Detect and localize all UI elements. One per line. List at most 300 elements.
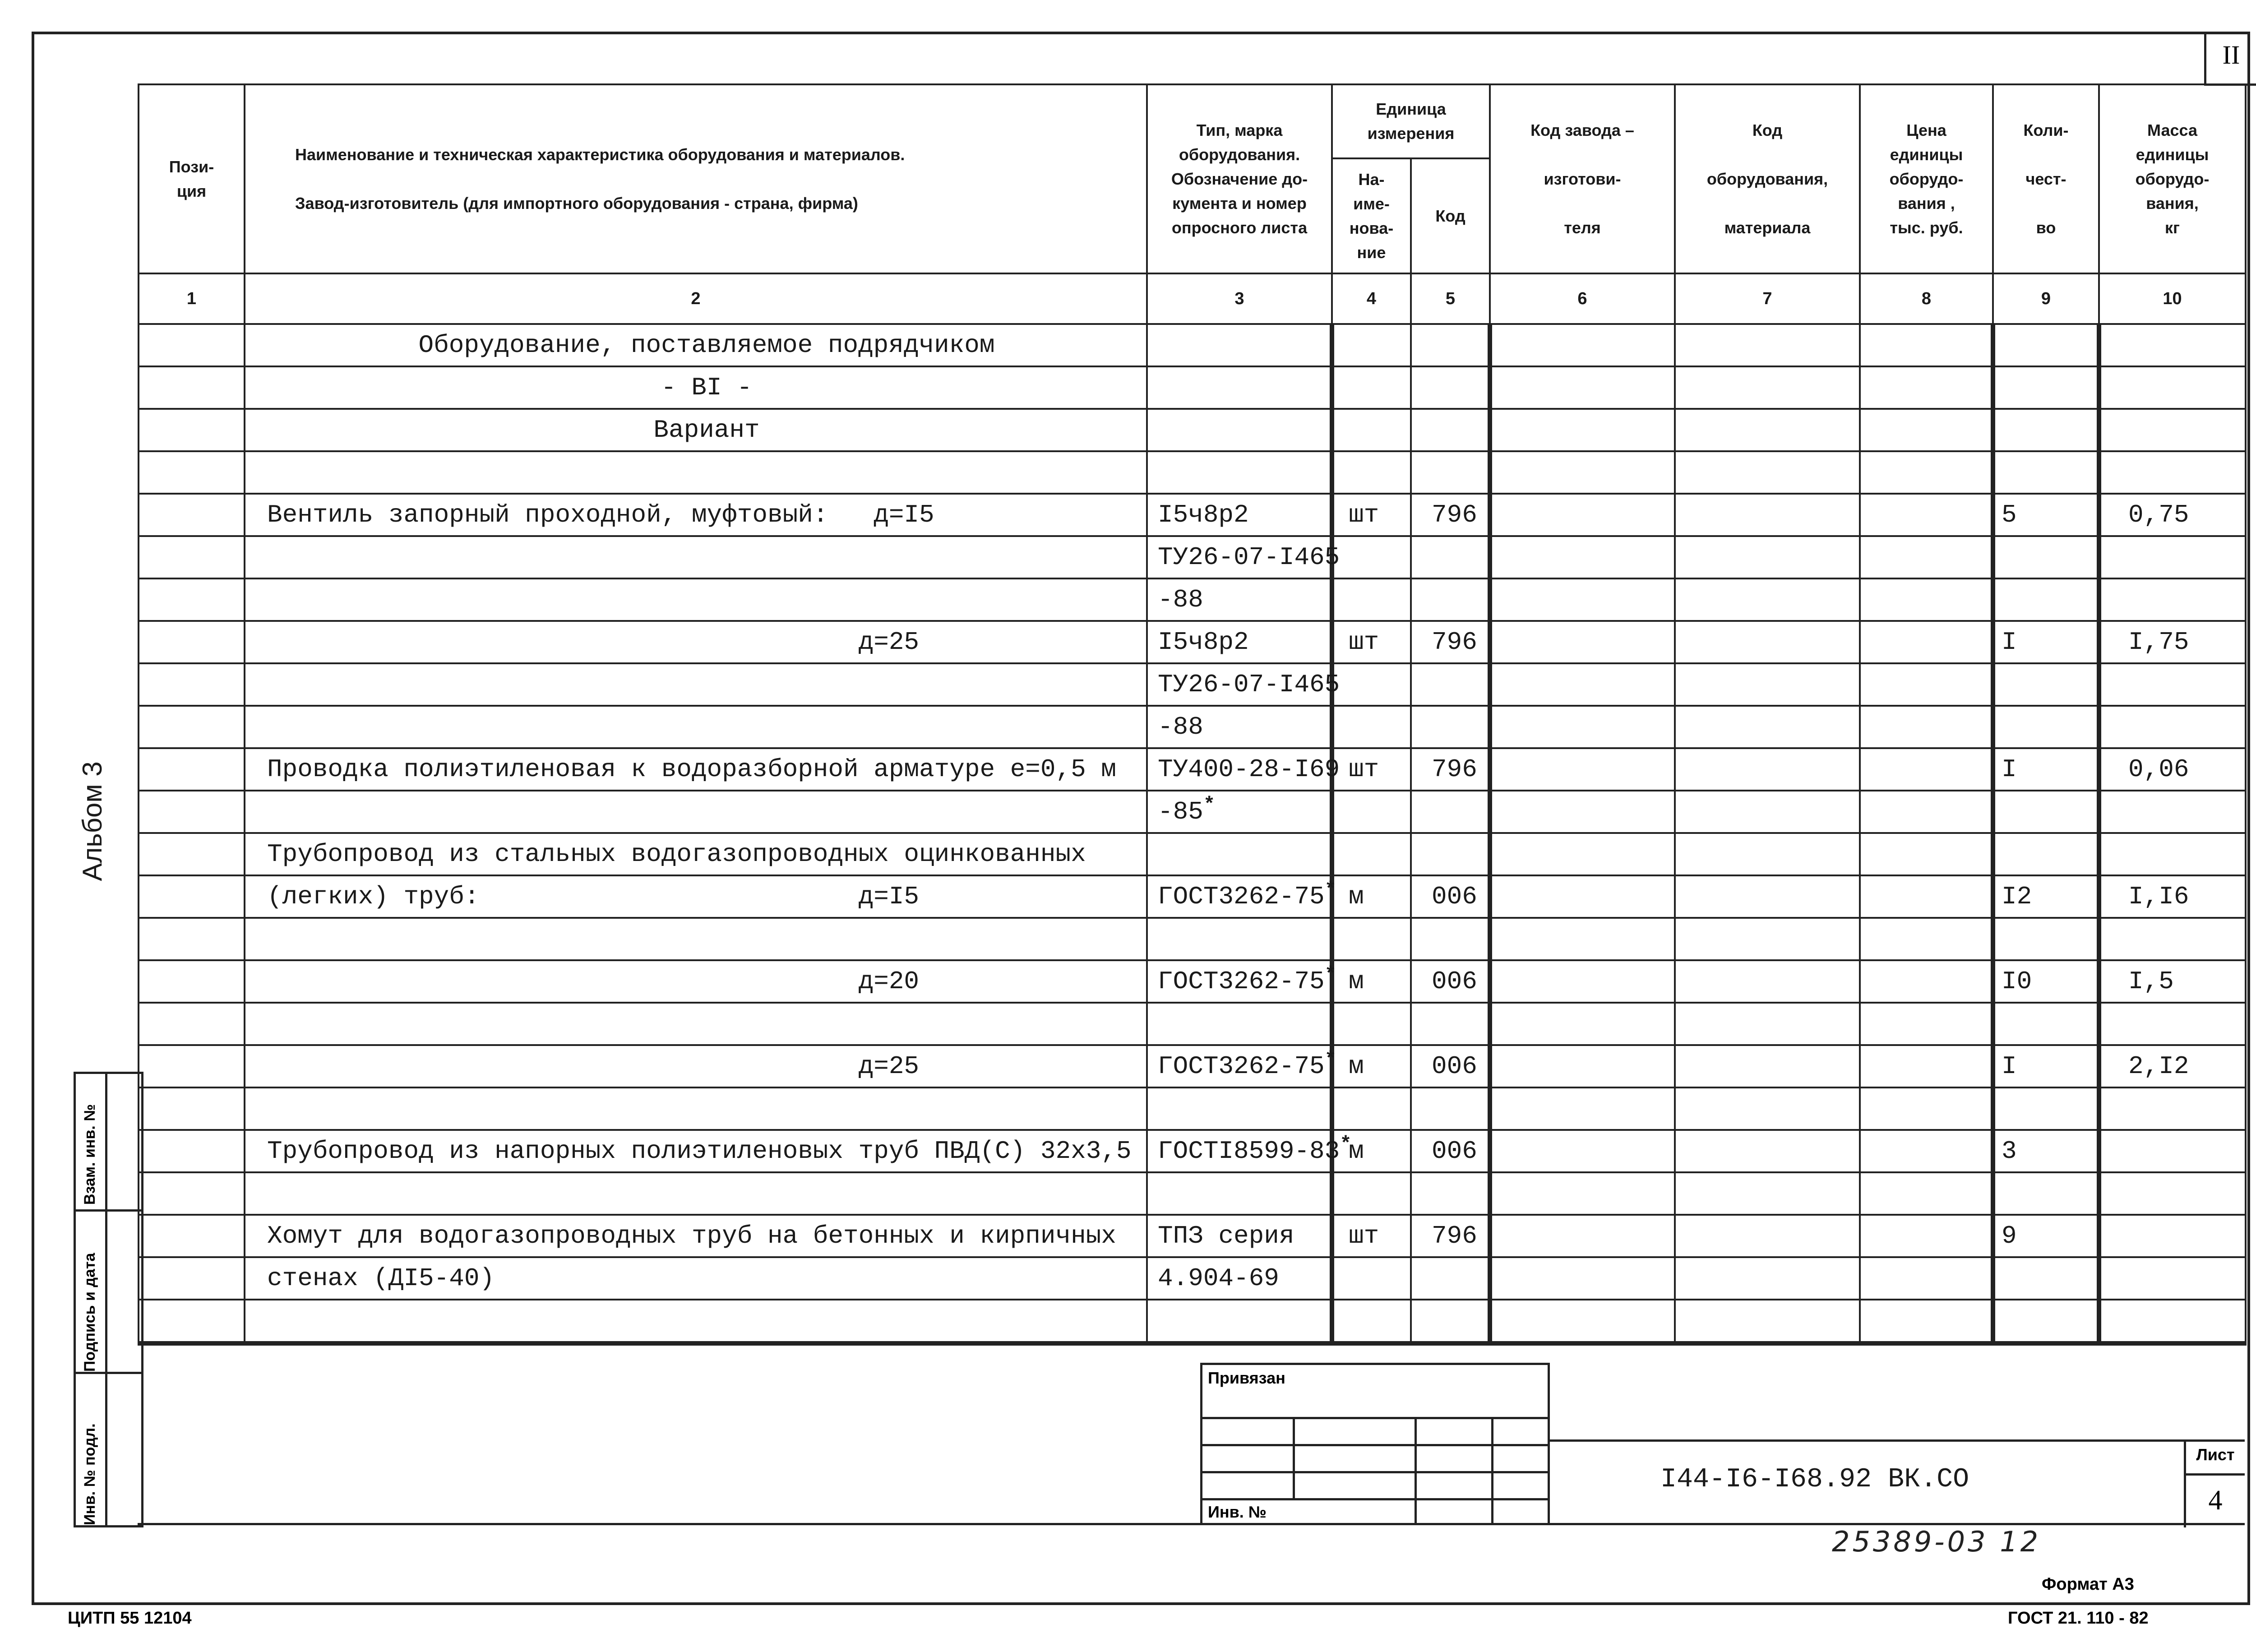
table-row bbox=[139, 494, 2246, 536]
cell-name bbox=[245, 1257, 1147, 1300]
cell-type bbox=[1147, 833, 1332, 875]
cell-text-qty: 9 bbox=[2002, 1222, 2017, 1250]
cell-factory bbox=[1490, 748, 1675, 791]
cell-type bbox=[1147, 1045, 1337, 1087]
cell-text-type: ГОСТI8599-83 bbox=[1158, 1137, 1340, 1166]
cell-price bbox=[1860, 706, 1993, 748]
cell-unit bbox=[1332, 366, 1411, 409]
cell-name bbox=[245, 706, 1147, 748]
cell-equip bbox=[1675, 1003, 1860, 1045]
cell-name bbox=[245, 663, 1147, 706]
cell-pos bbox=[139, 875, 245, 918]
cell-unit bbox=[1332, 621, 1411, 663]
cell-type bbox=[1147, 918, 1332, 960]
cell-type bbox=[1147, 875, 1337, 918]
cell-qty bbox=[1993, 578, 2099, 621]
cell-price bbox=[1860, 578, 1993, 621]
cell-unit bbox=[1332, 1257, 1411, 1300]
cell-equip bbox=[1675, 1257, 1860, 1300]
colnum-5: 5 bbox=[1411, 273, 1490, 324]
cell-mass bbox=[2099, 1003, 2246, 1045]
cell-price bbox=[1860, 1172, 1993, 1215]
cell-qty bbox=[1993, 1300, 2099, 1343]
corner-number: II bbox=[2222, 40, 2240, 69]
cell-mass bbox=[2099, 833, 2246, 875]
cell-factory bbox=[1490, 1003, 1675, 1045]
cell-text-type: I5ч8р2 bbox=[1158, 500, 1249, 529]
cell-price bbox=[1860, 536, 1993, 578]
cell-equip bbox=[1675, 748, 1860, 791]
cell-code bbox=[1411, 451, 1490, 494]
cell-name bbox=[245, 1045, 1147, 1087]
colnum-1: 1 bbox=[139, 273, 245, 324]
cell-pos bbox=[139, 578, 245, 621]
cell-text-code: 796 bbox=[1432, 628, 1477, 657]
table-row bbox=[139, 324, 2246, 366]
cell-unit bbox=[1332, 663, 1411, 706]
asterisk-mark: * bbox=[1340, 1133, 1352, 1156]
cell-name bbox=[245, 409, 1147, 451]
cell-mass bbox=[2099, 536, 2246, 578]
cell-name bbox=[245, 1300, 1147, 1343]
cell-pos bbox=[139, 791, 245, 833]
handwritten-number: 25389-03 12 bbox=[1832, 1525, 2041, 1558]
cell-mass bbox=[2099, 748, 2246, 791]
cell-mass bbox=[2099, 918, 2246, 960]
header-mass: Масса единицы оборудо- вания, кг bbox=[2099, 84, 2246, 273]
cell-pos bbox=[139, 748, 245, 791]
stamp-label-signature-date: Подпись и дата bbox=[81, 1253, 98, 1372]
cell-name bbox=[245, 960, 1147, 1003]
binding-title: Привязан bbox=[1208, 1369, 1285, 1387]
cell-text-mass: 2,I2 bbox=[2128, 1052, 2189, 1081]
binding-line-3 bbox=[1202, 1471, 1548, 1473]
doc-code-top-line bbox=[1548, 1439, 2245, 1442]
table-row bbox=[139, 706, 2246, 748]
sheet-number-box bbox=[2184, 1439, 2245, 1527]
cell-text-unit: м bbox=[1349, 882, 1364, 911]
cell-text-code: 006 bbox=[1432, 882, 1477, 911]
cell-text-name: д=25 bbox=[267, 628, 920, 657]
cell-code bbox=[1411, 1172, 1490, 1215]
cell-pos bbox=[139, 1172, 245, 1215]
cell-price bbox=[1860, 1257, 1993, 1300]
cell-factory bbox=[1490, 1087, 1675, 1130]
cell-price bbox=[1860, 494, 1993, 536]
table-row bbox=[139, 960, 2246, 1003]
table-row bbox=[139, 1130, 2246, 1172]
cell-text-mass: I,75 bbox=[2128, 628, 2189, 657]
cell-text-code: 796 bbox=[1432, 1222, 1477, 1250]
cell-price bbox=[1860, 791, 1993, 833]
cell-qty bbox=[1993, 833, 2099, 875]
cell-text-unit: м bbox=[1349, 967, 1364, 996]
table-row bbox=[139, 451, 2246, 494]
cell-text-code: 006 bbox=[1432, 1137, 1477, 1166]
cell-equip bbox=[1675, 536, 1860, 578]
cell-price bbox=[1860, 1130, 1993, 1172]
cell-name bbox=[245, 366, 1147, 409]
cell-name bbox=[245, 748, 1147, 791]
cell-text-type: ТУ400-28-I69 bbox=[1158, 755, 1340, 784]
table-row bbox=[139, 1300, 2246, 1343]
cell-name bbox=[245, 621, 1147, 663]
cell-qty bbox=[1993, 706, 2099, 748]
cell-type bbox=[1147, 621, 1332, 663]
header-name: Наименование и техническая характеристика оборудования и материалов. Завод-изготовитель (для импортного оборудования - страна, фирма) bbox=[245, 84, 1147, 273]
cell-factory bbox=[1490, 1257, 1675, 1300]
cell-pos bbox=[139, 1300, 245, 1343]
table-row bbox=[139, 663, 2246, 706]
cell-mass bbox=[2099, 366, 2246, 409]
cell-factory bbox=[1490, 706, 1675, 748]
table-row bbox=[139, 875, 2246, 918]
sheet-label-line bbox=[2186, 1473, 2245, 1476]
cell-equip bbox=[1675, 1172, 1860, 1215]
cell-unit bbox=[1332, 748, 1411, 791]
cell-name bbox=[245, 494, 1147, 536]
cell-code bbox=[1411, 494, 1490, 536]
cell-unit bbox=[1332, 451, 1411, 494]
cell-mass bbox=[2099, 1172, 2246, 1215]
cell-text-name: д=25 bbox=[267, 1052, 920, 1081]
cell-factory bbox=[1490, 366, 1675, 409]
cell-mass bbox=[2099, 1215, 2246, 1257]
cell-text-unit: шт bbox=[1349, 755, 1379, 784]
cell-qty bbox=[1993, 1087, 2099, 1130]
cell-pos bbox=[139, 1003, 245, 1045]
cell-unit bbox=[1332, 494, 1411, 536]
cell-name bbox=[245, 324, 1147, 366]
cell-text-qty: I2 bbox=[2002, 882, 2032, 911]
cell-text-type: -88 bbox=[1158, 713, 1203, 741]
cell-unit bbox=[1332, 791, 1411, 833]
colnum-9: 9 bbox=[1993, 273, 2099, 324]
cell-pos bbox=[139, 706, 245, 748]
table-row bbox=[139, 1003, 2246, 1045]
cell-pos bbox=[139, 494, 245, 536]
cell-mass bbox=[2099, 791, 2246, 833]
cell-text-mass: 0,75 bbox=[2128, 500, 2189, 529]
cell-type bbox=[1147, 1257, 1332, 1300]
cell-code bbox=[1411, 960, 1490, 1003]
cell-text-qty: I bbox=[2002, 1052, 2017, 1081]
cell-code bbox=[1411, 1257, 1490, 1300]
cell-type bbox=[1147, 663, 1340, 706]
table-row bbox=[139, 748, 2246, 791]
cell-price bbox=[1860, 366, 1993, 409]
cell-equip bbox=[1675, 366, 1860, 409]
cell-pos bbox=[139, 1257, 245, 1300]
cell-name bbox=[245, 875, 1147, 918]
cell-price bbox=[1860, 833, 1993, 875]
cell-unit bbox=[1332, 1045, 1411, 1087]
cell-text-mass: I,I6 bbox=[2128, 882, 2189, 911]
cell-text-name: Трубопровод из напорных полиэтиленовых труб ПВД(С) 32х3,5 bbox=[267, 1137, 1132, 1166]
table-row bbox=[139, 536, 2246, 578]
cell-qty bbox=[1993, 960, 2099, 1003]
asterisk-mark: * bbox=[1324, 963, 1337, 986]
sheet-number: 4 bbox=[2208, 1485, 2223, 1516]
cell-unit bbox=[1332, 960, 1411, 1003]
header-unit-name: На- име- нова- ние bbox=[1332, 158, 1411, 273]
cell-code bbox=[1411, 578, 1490, 621]
table-row bbox=[139, 621, 2246, 663]
cell-text-qty: I bbox=[2002, 755, 2017, 784]
cell-pos bbox=[139, 833, 245, 875]
cell-text-qty: I0 bbox=[2002, 967, 2032, 996]
cell-equip bbox=[1675, 1130, 1860, 1172]
footer-gost: ГОСТ 21. 110 - 82 bbox=[2008, 1609, 2149, 1628]
asterisk-mark: * bbox=[1203, 794, 1216, 816]
cell-text-qty: 3 bbox=[2002, 1137, 2017, 1166]
cell-text-type: I5ч8р2 bbox=[1158, 628, 1249, 657]
cell-qty bbox=[1993, 1215, 2099, 1257]
cell-text-name: - ВI - bbox=[661, 373, 752, 402]
binding-line-1 bbox=[1202, 1417, 1548, 1419]
format-label: Формат А3 bbox=[2042, 1575, 2134, 1594]
cell-factory bbox=[1490, 494, 1675, 536]
colnum-4: 4 bbox=[1332, 273, 1411, 324]
binding-block bbox=[1200, 1363, 1550, 1525]
cell-qty bbox=[1993, 324, 2099, 366]
cell-type bbox=[1147, 706, 1332, 748]
cell-price bbox=[1860, 960, 1993, 1003]
cell-equip bbox=[1675, 578, 1860, 621]
cell-equip bbox=[1675, 960, 1860, 1003]
cell-code bbox=[1411, 706, 1490, 748]
cell-qty bbox=[1993, 791, 2099, 833]
cell-qty bbox=[1993, 663, 2099, 706]
cell-name bbox=[245, 1130, 1147, 1172]
cell-pos bbox=[139, 409, 245, 451]
cell-text-type: ТУ26-07-I465 bbox=[1158, 543, 1340, 572]
cell-qty bbox=[1993, 451, 2099, 494]
column-numbers-row bbox=[139, 273, 2246, 324]
table-row bbox=[139, 791, 2246, 833]
cell-type bbox=[1147, 409, 1332, 451]
cell-price bbox=[1860, 1003, 1993, 1045]
cell-text-code: 006 bbox=[1432, 1052, 1477, 1081]
cell-price bbox=[1860, 451, 1993, 494]
cell-text-code: 796 bbox=[1432, 500, 1477, 529]
colnum-10: 10 bbox=[2099, 273, 2246, 324]
cell-equip bbox=[1675, 1045, 1860, 1087]
cell-equip bbox=[1675, 621, 1860, 663]
cell-unit bbox=[1332, 1172, 1411, 1215]
cell-price bbox=[1860, 663, 1993, 706]
cell-mass bbox=[2099, 706, 2246, 748]
cell-pos bbox=[139, 918, 245, 960]
cell-text-qty: 5 bbox=[2002, 500, 2017, 529]
asterisk-mark: * bbox=[1324, 879, 1337, 901]
cell-qty bbox=[1993, 536, 2099, 578]
cell-text-code: 006 bbox=[1432, 967, 1477, 996]
table-row bbox=[139, 918, 2246, 960]
cell-text-type: ГОСТ3262-75 bbox=[1158, 1052, 1325, 1081]
stamp-label-inv-original: Инв. № подл. bbox=[81, 1423, 98, 1525]
cell-factory bbox=[1490, 960, 1675, 1003]
cell-equip bbox=[1675, 1300, 1860, 1343]
cell-code bbox=[1411, 1215, 1490, 1257]
cell-price bbox=[1860, 1215, 1993, 1257]
binding-line-2 bbox=[1202, 1444, 1548, 1446]
cell-factory bbox=[1490, 1130, 1675, 1172]
table-row bbox=[139, 578, 2246, 621]
sheet-label: Лист bbox=[2196, 1445, 2235, 1464]
cell-type bbox=[1147, 1172, 1332, 1215]
cell-qty bbox=[1993, 494, 2099, 536]
cell-pos bbox=[139, 1045, 245, 1087]
cell-mass bbox=[2099, 409, 2246, 451]
cell-unit bbox=[1332, 1300, 1411, 1343]
cell-equip bbox=[1675, 1215, 1860, 1257]
colnum-7: 7 bbox=[1675, 273, 1860, 324]
cell-text-name: д=20 bbox=[267, 967, 920, 996]
cell-code bbox=[1411, 1003, 1490, 1045]
cell-code bbox=[1411, 409, 1490, 451]
cell-qty bbox=[1993, 875, 2099, 918]
cell-code bbox=[1411, 833, 1490, 875]
colnum-8: 8 bbox=[1860, 273, 1993, 324]
cell-code bbox=[1411, 1300, 1490, 1343]
cell-type bbox=[1147, 1087, 1332, 1130]
cell-text-name: стенах (ДI5-40) bbox=[267, 1264, 495, 1293]
table-row bbox=[139, 1045, 2246, 1087]
cell-text-name: (легких) труб: д=I5 bbox=[267, 882, 920, 911]
cell-qty bbox=[1993, 1257, 2099, 1300]
cell-unit bbox=[1332, 706, 1411, 748]
cell-mass bbox=[2099, 1130, 2246, 1172]
cell-unit bbox=[1332, 833, 1411, 875]
cell-text-unit: шт bbox=[1349, 500, 1379, 529]
cell-text-unit: м bbox=[1349, 1052, 1364, 1081]
cell-mass bbox=[2099, 1257, 2246, 1300]
cell-price bbox=[1860, 1300, 1993, 1343]
cell-name bbox=[245, 833, 1147, 875]
cell-factory bbox=[1490, 409, 1675, 451]
cell-pos bbox=[139, 451, 245, 494]
cell-equip bbox=[1675, 875, 1860, 918]
cell-pos bbox=[139, 621, 245, 663]
cell-equip bbox=[1675, 833, 1860, 875]
cell-price bbox=[1860, 875, 1993, 918]
cell-code bbox=[1411, 621, 1490, 663]
cell-qty bbox=[1993, 366, 2099, 409]
cell-type bbox=[1147, 578, 1332, 621]
cell-equip bbox=[1675, 706, 1860, 748]
cell-name bbox=[245, 1215, 1147, 1257]
cell-type bbox=[1147, 366, 1332, 409]
cell-text-name: Оборудование, поставляемое подрядчиком bbox=[418, 331, 995, 360]
cell-factory bbox=[1490, 1300, 1675, 1343]
cell-qty bbox=[1993, 1003, 2099, 1045]
cell-mass bbox=[2099, 324, 2246, 366]
header-type: Тип, марка оборудования. Обозначение до- кумента и номер опросного листа bbox=[1147, 84, 1332, 273]
cell-mass bbox=[2099, 451, 2246, 494]
cell-code bbox=[1411, 1045, 1490, 1087]
binding-vline-3 bbox=[1491, 1417, 1493, 1525]
cell-equip bbox=[1675, 324, 1860, 366]
cell-code bbox=[1411, 1130, 1490, 1172]
cell-type bbox=[1147, 451, 1332, 494]
table-body bbox=[139, 324, 2246, 1343]
specification-table bbox=[138, 83, 2247, 1346]
table-row bbox=[139, 1215, 2246, 1257]
cell-text-name: Трубопровод из стальных водогазопроводных оцинкованных bbox=[267, 840, 1086, 869]
cell-text-unit: шт bbox=[1349, 1222, 1379, 1250]
binding-vline-2 bbox=[1415, 1417, 1417, 1525]
cell-equip bbox=[1675, 409, 1860, 451]
header-equipment-code: Код оборудования, материала bbox=[1675, 84, 1860, 273]
cell-factory bbox=[1490, 578, 1675, 621]
cell-equip bbox=[1675, 1087, 1860, 1130]
cell-qty bbox=[1993, 1172, 2099, 1215]
cell-price bbox=[1860, 748, 1993, 791]
cell-unit bbox=[1332, 536, 1411, 578]
side-stamp bbox=[74, 1072, 143, 1527]
cell-factory bbox=[1490, 1215, 1675, 1257]
table-row bbox=[139, 833, 2246, 875]
cell-factory bbox=[1490, 791, 1675, 833]
cell-code bbox=[1411, 663, 1490, 706]
cell-factory bbox=[1490, 324, 1675, 366]
cell-mass bbox=[2099, 960, 2246, 1003]
colnum-2: 2 bbox=[245, 273, 1147, 324]
cell-text-name: Проводка полиэтиленовая к водоразборной арматуре е=0,5 м bbox=[267, 755, 1116, 784]
cell-pos bbox=[139, 1130, 245, 1172]
stamp-label-replace-inv: Взам. инв. № bbox=[81, 1104, 98, 1205]
binding-vline-1 bbox=[1293, 1417, 1295, 1498]
cell-code bbox=[1411, 1087, 1490, 1130]
cell-text-name: Вариант bbox=[653, 416, 760, 444]
cell-unit bbox=[1332, 578, 1411, 621]
cell-type bbox=[1147, 1300, 1332, 1343]
cell-mass bbox=[2099, 1087, 2246, 1130]
header-quantity: Коли- чест- во bbox=[1993, 84, 2099, 273]
footer-left-code: ЦИТП 55 12104 bbox=[68, 1609, 192, 1628]
cell-mass bbox=[2099, 621, 2246, 663]
cell-equip bbox=[1675, 663, 1860, 706]
cell-factory bbox=[1490, 536, 1675, 578]
cell-text-code: 796 bbox=[1432, 755, 1477, 784]
cell-qty bbox=[1993, 918, 2099, 960]
cell-qty bbox=[1993, 1130, 2099, 1172]
cell-unit bbox=[1332, 324, 1411, 366]
cell-price bbox=[1860, 409, 1993, 451]
cell-name bbox=[245, 1172, 1147, 1215]
cell-text-name: Вентиль запорный проходной, муфтовый: д=I5 bbox=[267, 500, 934, 529]
cell-qty bbox=[1993, 621, 2099, 663]
cell-text-type: -88 bbox=[1158, 585, 1203, 614]
cell-unit bbox=[1332, 1215, 1411, 1257]
cell-factory bbox=[1490, 875, 1675, 918]
cell-pos bbox=[139, 960, 245, 1003]
cell-factory bbox=[1490, 663, 1675, 706]
cell-mass bbox=[2099, 578, 2246, 621]
cell-mass bbox=[2099, 875, 2246, 918]
cell-code bbox=[1411, 536, 1490, 578]
cell-text-mass: 0,06 bbox=[2128, 755, 2189, 784]
cell-unit bbox=[1332, 875, 1411, 918]
cell-pos bbox=[139, 1215, 245, 1257]
cell-pos bbox=[139, 1087, 245, 1130]
header-unit-code: Код bbox=[1411, 158, 1490, 273]
cell-factory bbox=[1490, 621, 1675, 663]
corner-number-box bbox=[2204, 32, 2256, 86]
cell-pos bbox=[139, 324, 245, 366]
cell-code bbox=[1411, 791, 1490, 833]
